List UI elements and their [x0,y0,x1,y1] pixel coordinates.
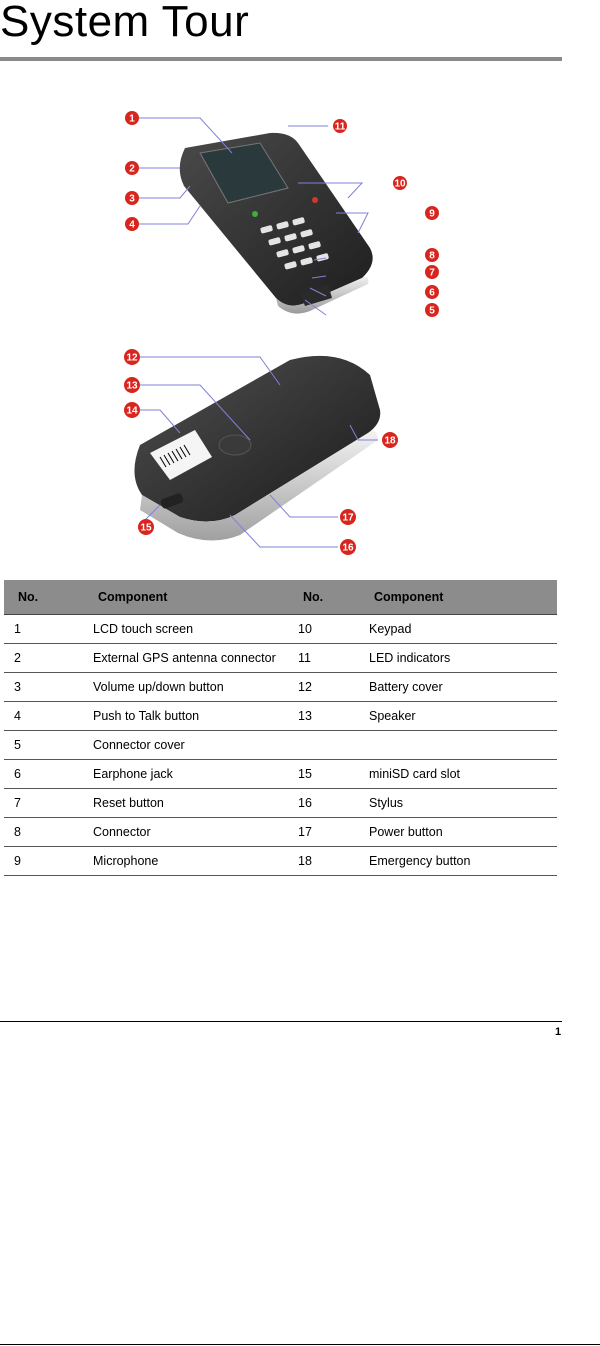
cell-no: 4 [4,702,93,731]
callout-8: 8 [429,250,435,262]
header-component-1: Component [93,580,298,615]
cell-component: Emergency button [369,847,557,876]
cell-no: 8 [4,818,93,847]
cell-no: 3 [4,673,93,702]
cell-no: 7 [4,789,93,818]
header-no-2: No. [298,580,369,615]
table-header-row [4,580,557,615]
cell-no: 18 [298,847,369,876]
cell-component: Battery cover [369,673,557,702]
cell-no: 2 [4,644,93,673]
callout-13: 13 [126,380,138,392]
table-row [4,818,557,847]
callout-1: 1 [129,113,135,125]
cell-no: 10 [298,615,369,644]
cell-component: Microphone [93,847,298,876]
callout-6: 6 [429,287,435,299]
bottom-rule [0,1344,600,1345]
page-title: System Tour [0,0,250,46]
cell-no: 6 [4,760,93,789]
callout-12: 12 [126,352,138,364]
header-component-2: Component [369,580,557,615]
cell-component: LED indicators [369,644,557,673]
cell-component: Earphone jack [93,760,298,789]
cell-no: 13 [298,702,369,731]
cell-component: LCD touch screen [93,615,298,644]
cell-component: External GPS antenna connector [93,644,298,673]
cell-no: 12 [298,673,369,702]
table-row [4,702,557,731]
cell-component: Speaker [369,702,557,731]
device-back-photo [100,345,460,560]
cell-component: Push to Talk button [93,702,298,731]
callout-9: 9 [429,208,435,220]
table-row [4,760,557,789]
cell-no [298,731,369,760]
footer-rule [0,1021,562,1022]
cell-component: Connector cover [93,731,298,760]
callout-10: 10 [394,178,406,190]
table-row [4,731,557,760]
cell-component: Keypad [369,615,557,644]
table-row [4,673,557,702]
callout-14: 14 [126,405,138,417]
callout-16: 16 [342,542,354,554]
cell-no: 9 [4,847,93,876]
callout-4: 4 [129,219,135,231]
table-row [4,847,557,876]
cell-component: Power button [369,818,557,847]
device-front-photo [100,108,460,328]
cell-component: Connector [93,818,298,847]
callout-11: 11 [334,121,346,133]
cell-no: 17 [298,818,369,847]
cell-component: miniSD card slot [369,760,557,789]
cell-no: 5 [4,731,93,760]
callout-18: 18 [384,435,396,447]
cell-no: 1 [4,615,93,644]
cell-component: Volume up/down button [93,673,298,702]
title-rule [0,57,562,61]
callout-15: 15 [140,522,152,534]
cell-component: Reset button [93,789,298,818]
table-row [4,789,557,818]
cell-component [369,731,557,760]
callout-17: 17 [342,512,354,524]
cell-component: Stylus [369,789,557,818]
cell-no: 16 [298,789,369,818]
cell-no: 15 [298,760,369,789]
callout-7: 7 [429,267,435,279]
header-no-1: No. [4,580,93,615]
cell-no: 11 [298,644,369,673]
component-table [4,580,557,876]
table-row [4,644,557,673]
callout-2: 2 [129,163,135,175]
table-row [4,615,557,644]
callout-3: 3 [129,193,135,205]
callout-5: 5 [429,305,435,317]
page-number: 1 [555,1026,562,1038]
